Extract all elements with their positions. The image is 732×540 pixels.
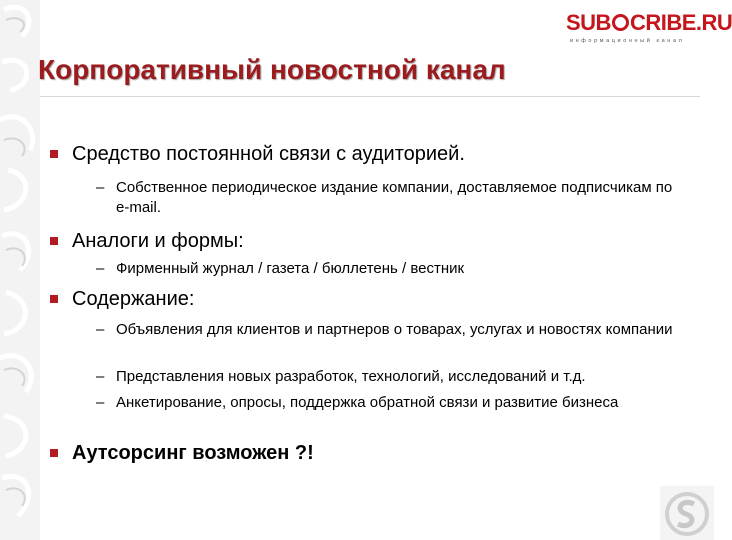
- bullet-item: [50, 143, 465, 166]
- logo-s-mark-icon: [612, 14, 629, 31]
- sub-item: [96, 178, 686, 218]
- bullet-item: [50, 442, 314, 465]
- brand-logo-wordmark: [566, 10, 732, 36]
- title-divider: [40, 96, 700, 97]
- bullet-text: Содержание:: [72, 288, 195, 310]
- sub-item: [96, 367, 686, 387]
- square-bullet-icon: [50, 295, 58, 303]
- swirl-pattern-icon: [0, 0, 40, 540]
- bullet-text: Аутсорсинг возможен ?!: [72, 442, 314, 464]
- dash-marker: –: [96, 179, 105, 196]
- dash-marker: –: [96, 321, 105, 338]
- square-bullet-icon: [50, 237, 58, 245]
- logo-text-domain: .RU: [695, 10, 732, 35]
- slide-title: Корпоративный новостной канал: [38, 54, 506, 85]
- brand-logo: [566, 10, 732, 50]
- bullet-text: Средство постоянной связи с аудиторией.: [72, 143, 465, 165]
- sub-item: [96, 259, 686, 279]
- square-bullet-icon: [50, 449, 58, 457]
- sub-item-text: Фирменный журнал / газета / бюллетень / вестник: [116, 260, 465, 277]
- sub-item-text: Собственное периодическое издание компании, доставляемое подписчикам по e-mail.: [116, 179, 673, 216]
- bullet-text: Аналоги и формы:: [72, 230, 244, 252]
- bullet-item: [50, 288, 194, 311]
- dash-marker: –: [96, 260, 105, 277]
- logo-text-right: CRIBE: [629, 10, 696, 35]
- dash-marker: –: [96, 394, 105, 411]
- sub-item-text: Анкетирование, опросы, поддержка обратной связи и развитие бизнеса: [116, 394, 619, 411]
- square-bullet-icon: [50, 150, 58, 158]
- logo-tagline: информационный канал: [570, 38, 685, 44]
- decorative-side-strip: [0, 0, 40, 540]
- sub-item: [96, 393, 686, 413]
- sub-item: [96, 320, 686, 340]
- corner-s-logo-icon: [660, 486, 714, 540]
- bullet-item: [50, 230, 244, 253]
- sub-item-text: Представления новых разработок, технологий, исследований и т.д.: [116, 368, 586, 385]
- dash-marker: –: [96, 368, 105, 385]
- logo-text-left: SUB: [566, 10, 611, 35]
- sub-item-text: Объявления для клиентов и партнеров о товарах, услугах и новостях компании: [116, 321, 673, 338]
